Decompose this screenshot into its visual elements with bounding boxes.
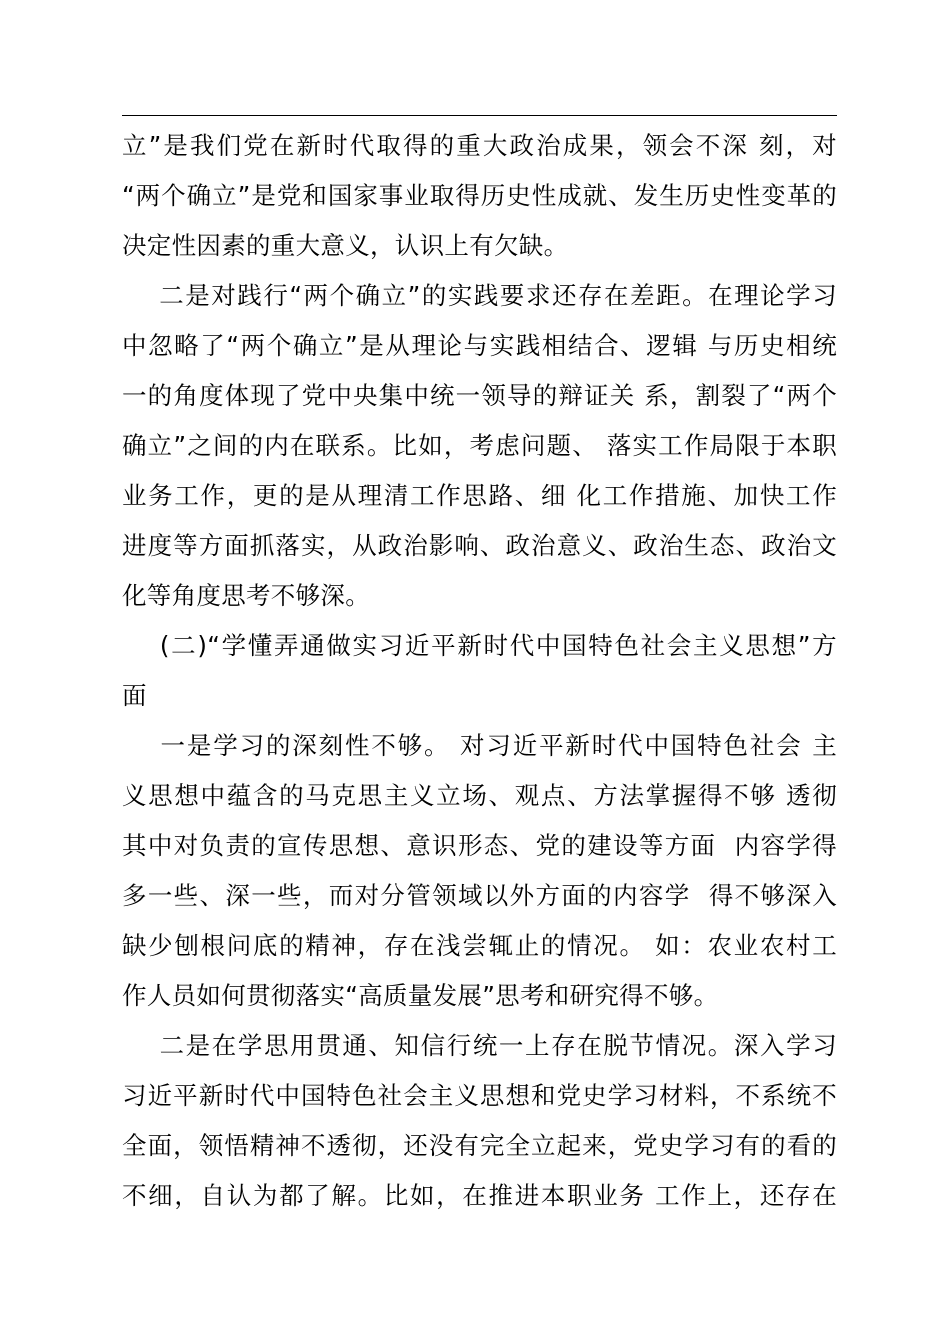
document-body — [122, 121, 837, 1221]
text-line: 决定性因素的重大意义，认识上有欠缺。 — [122, 231, 569, 260]
text-line: 化等角度思考不够深。 — [122, 581, 370, 610]
text-line: 习近平新时代中国特色社会主义思想和党史学习材料，不系统不 — [122, 1081, 837, 1110]
text-line: 中忽略了“两个确立”是从理论与实践相结合、逻辑 与历史相统 — [122, 331, 837, 360]
section-heading: 面 — [122, 681, 147, 710]
text-line: 缺少刨根问底的精神，存在浅尝辄止的情况。 如：农业农村工 — [122, 931, 837, 960]
text-line: 全面，领悟精神不透彻，还没有完全立起来，党史学习有的看的 — [122, 1131, 837, 1160]
text-line: 二是在学思用贯通、知信行统一上存在脱节情况。深入学习 — [122, 1031, 837, 1060]
text-line: 多一些、深一些，而对分管领域以外方面的内容学 得不够深入 — [122, 881, 837, 910]
text-line: 一的角度体现了党中央集中统一领导的辩证关 系，割裂了“两个 — [122, 381, 837, 410]
text-line: 二是对践行“两个确立”的实践要求还存在差距。在理论学习 — [122, 281, 837, 310]
text-line: 义思想中蕴含的马克思主义立场、观点、方法掌握得不够 透彻 — [122, 781, 837, 810]
text-line: 业务工作，更的是从理清工作思路、细 化工作措施、加快工作 — [122, 481, 837, 510]
text-line: 立”是我们党在新时代取得的重大政治成果，领会不深 刻，对 — [122, 131, 837, 160]
header-rule — [122, 115, 837, 116]
text-line: 不细，自认为都了解。比如，在推进本职业务 工作上，还存在 — [122, 1181, 837, 1210]
text-line: 作人员如何贯彻落实“高质量发展”思考和研究得不够。 — [122, 981, 719, 1010]
section-heading: (二)“学懂弄通做实习近平新时代中国特色社会主义思想”方 — [122, 631, 837, 660]
text-line: 一是学习的深刻性不够。 对习近平新时代中国特色社会 主 — [122, 731, 837, 760]
text-line: 确立”之间的内在联系。比如，考虑问题、 落实工作局限于本职 — [122, 431, 837, 460]
text-line: 进度等方面抓落实，从政治影响、政治意义、政治生态、政治文 — [122, 531, 837, 560]
text-line: “两个确立”是党和国家事业取得历史性成就、发生历史性变革的 — [122, 181, 837, 210]
text-line: 其中对负责的宣传思想、意识形态、党的建设等方面 内容学得 — [122, 831, 837, 860]
